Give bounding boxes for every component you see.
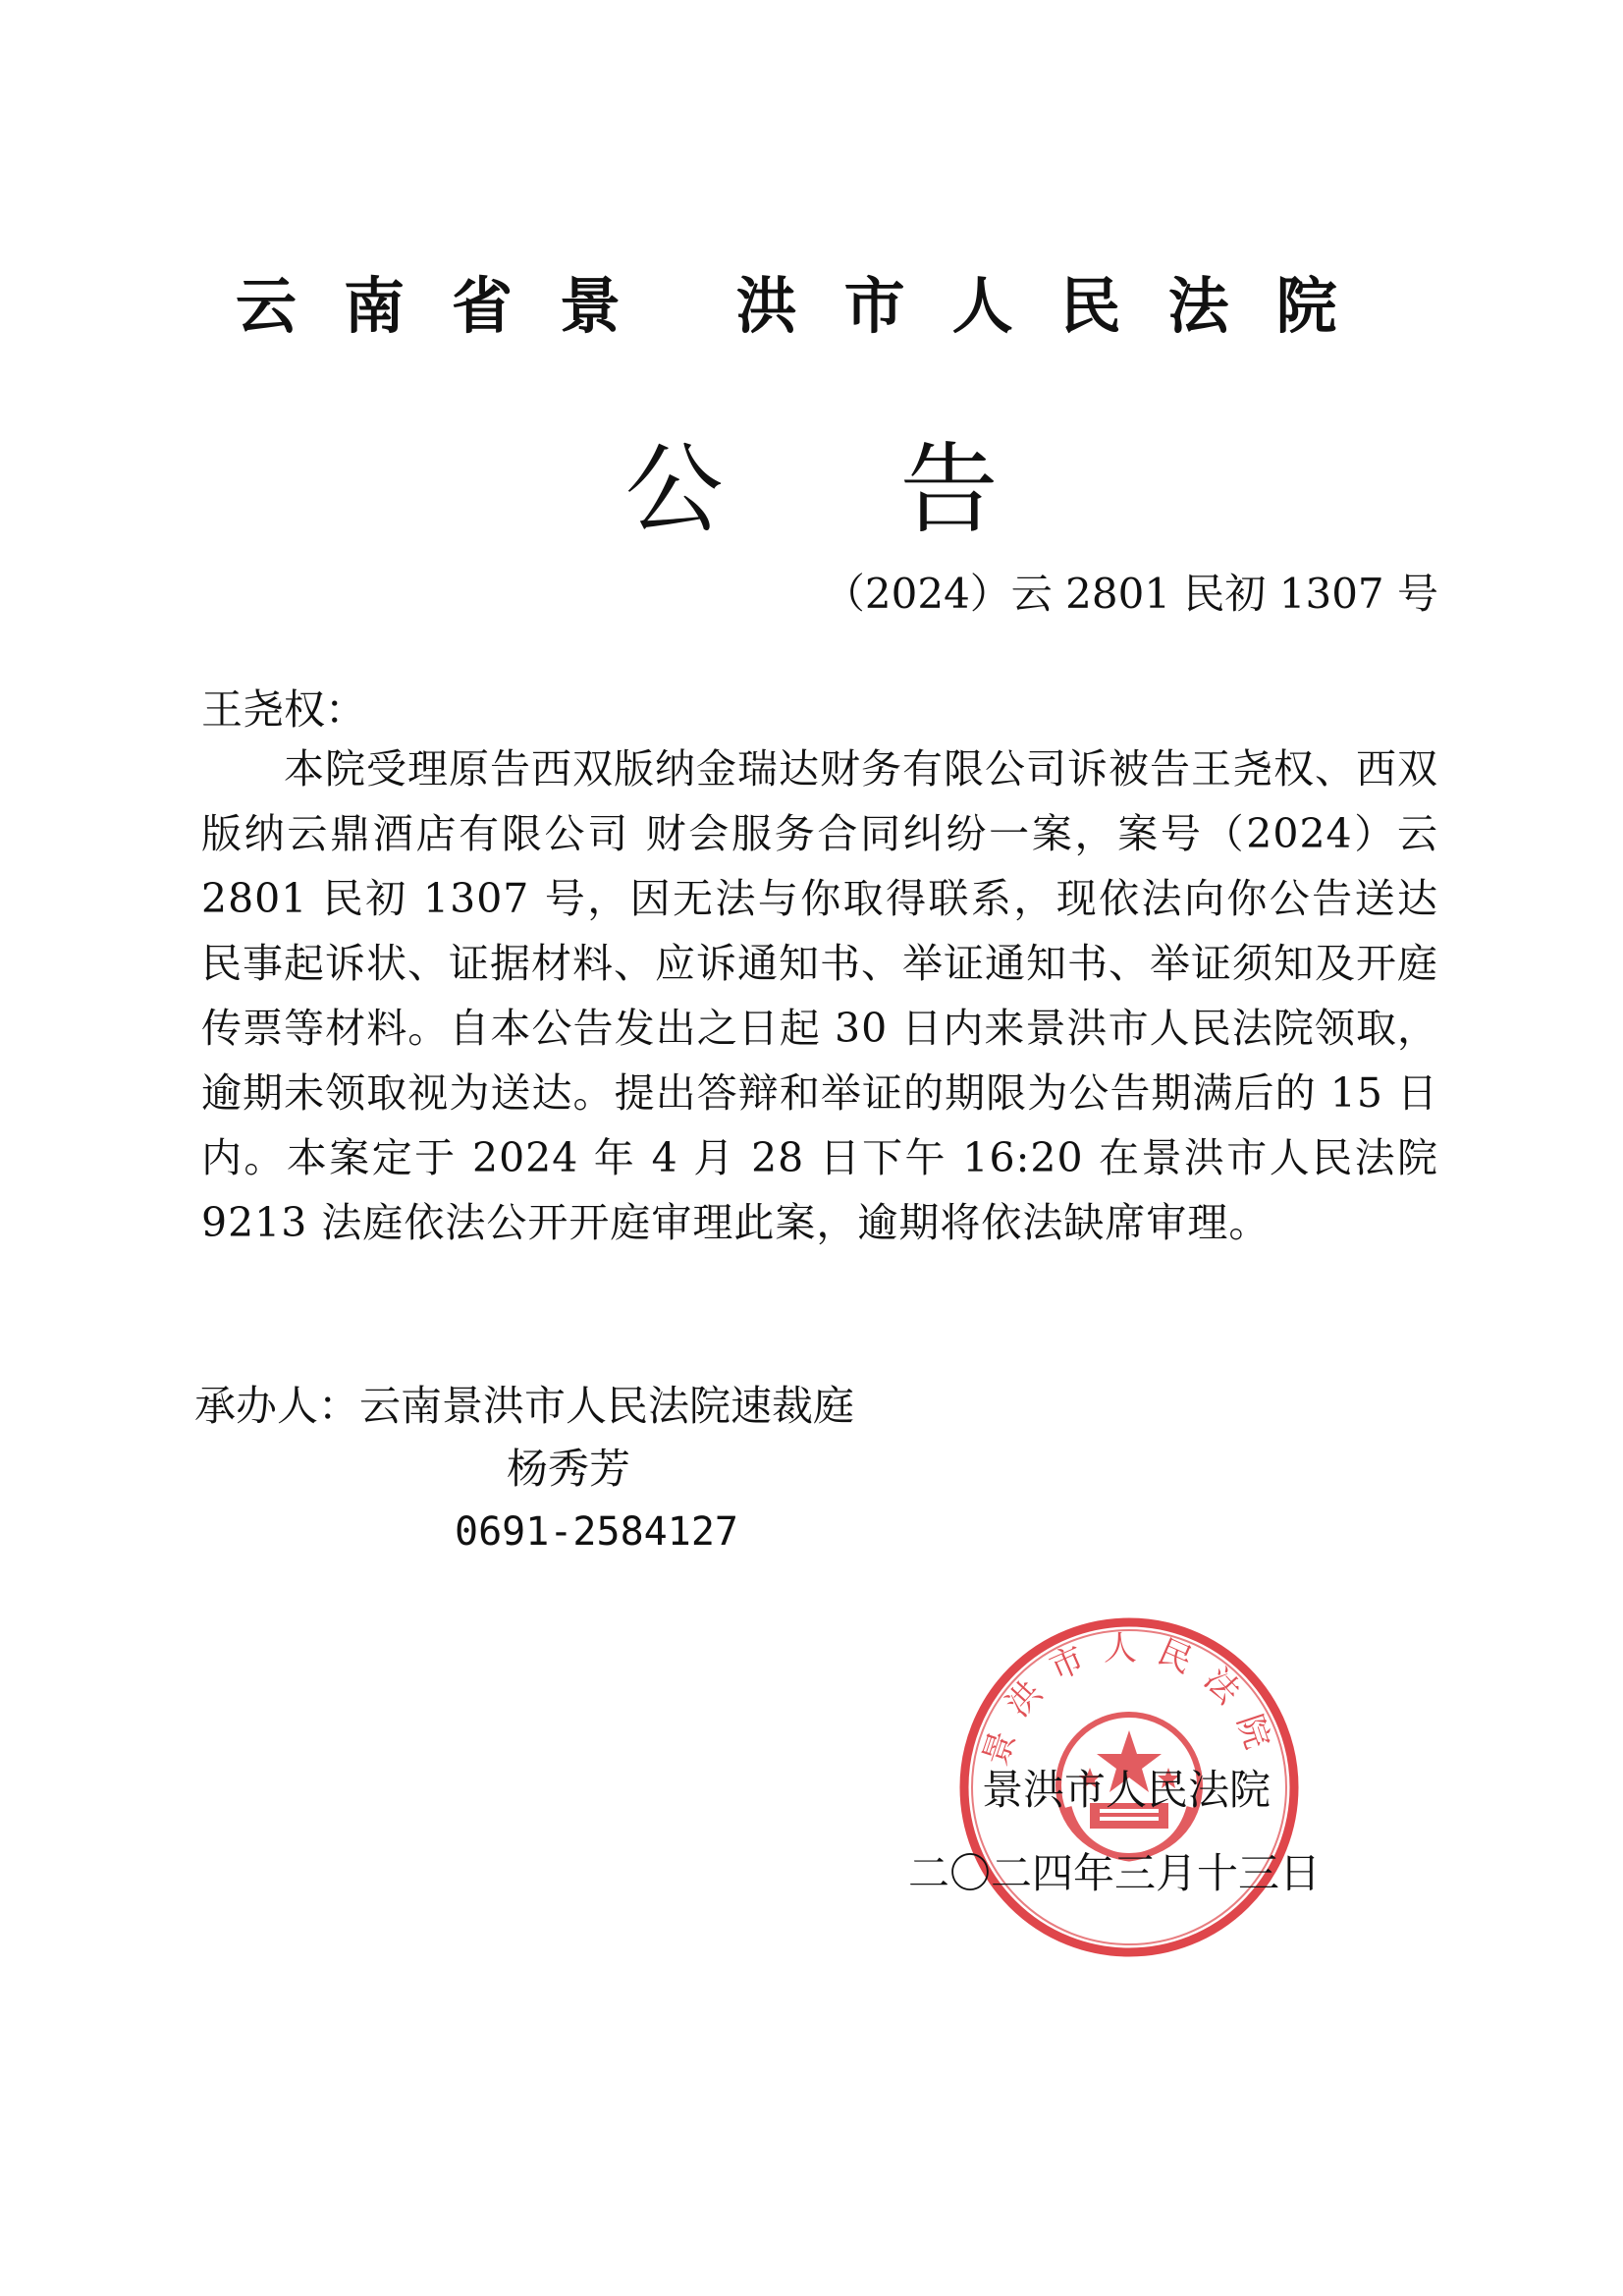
signing-court: 景洪市人民法院 xyxy=(982,1766,1271,1814)
case-number: （2024）云 2801 民初 1307 号 xyxy=(823,570,1438,618)
handler-phone: 0691-2584127 xyxy=(455,1509,738,1555)
handler-block xyxy=(194,1375,854,1563)
signing-date: 二〇二四年三月十三日 xyxy=(908,1849,1322,1897)
notice-title: 公告 xyxy=(624,432,1175,547)
handler-department: 承办人：云南景洪市人民法院速裁庭 xyxy=(194,1382,855,1430)
handler-name: 杨秀芳 xyxy=(507,1445,631,1493)
seal-text: 景洪市人民法院 xyxy=(975,1629,1283,1771)
addressee: 王尧权： xyxy=(201,685,367,734)
notice-body: 本院受理原告西双版纳金瑞达财务有限公司诉被告王尧权、西双版纳云鼎酒店有限公司 财会服务合同纠纷一案，案号（2024）云 2801 民初 1307 号，因无法与你取得联系，现依法向你公告送达民事起诉状、证据材料、应诉通知书、举证通知书、举证须知及开庭传票等材料。自本公告发出之日起 30 日内来景洪市人民法院领取，逾期未领取视为送达。提出答辩和举证的期限为公告期满后的 15 日内。本案定于 2024 年 4 月 28 日下午 16:20 在景洪市人民法院 9213 法庭依法公开开庭审理此案，逾期将依法缺席审理。 xyxy=(201,745,1438,1246)
court-name-heading: 云南省景 洪市人民法院 xyxy=(236,270,1384,342)
